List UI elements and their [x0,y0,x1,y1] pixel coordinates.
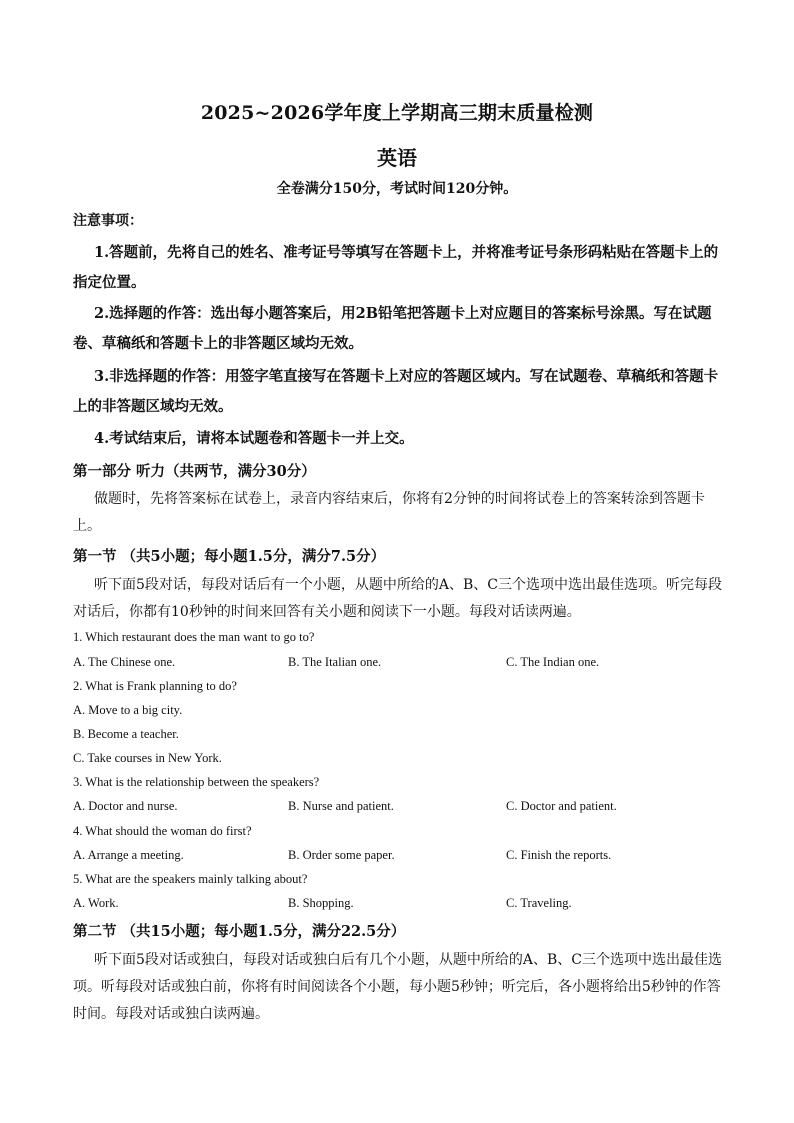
question-5-stem: 5. What are the speakers mainly talking about? [73,872,308,886]
section1-heading: 第一节 （共5小题；每小题1.5分，满分7.5分） [73,548,386,565]
question-1-option-c: C. The Indian one. [506,655,600,669]
score-info: 全卷满分150分，考试时间120分钟。 [276,181,518,197]
note-item-1: 1.答题前，先将自己的姓名、准考证号等填写在答题卡上，并将准考证号条形码粘贴在答题卡上的指定位置。 [73,244,719,291]
question-5-option-a: A. Work. [73,896,119,910]
question-1-option-a: A. The Chinese one. [73,655,176,669]
subject-title: 英语 [377,146,417,170]
note-item-2: 2.选择题的作答：选出每小题答案后，用2B铅笔把答题卡上对应题目的答案标号涂黑。写在试题卷、草稿纸和答题卡上的非答题区域均无效。 [73,305,712,352]
question-3-option-b: B. Nurse and patient. [288,799,394,813]
question-3-option-c: C. Doctor and patient. [506,799,617,813]
part1-heading: 第一部分 听力（共两节，满分30分） [73,463,316,480]
question-3-option-a: A. Doctor and nurse. [73,799,178,813]
note-item-4: 4.考试结束后，请将本试题卷和答题卡一并上交。 [94,430,414,447]
question-1-stem: 1. Which restaurant does the man want to go to? [73,630,315,644]
section1-instruction: 听下面5段对话，每段对话后有一个小题，从题中所给的A、B、C三个选项中选出最佳选项。听完每段对话后，你都有10秒钟的时间来回答有关小题和阅读下一小题。每段对话读两遍。 [73,577,723,620]
question-4-stem: 4. What should the woman do first? [73,824,252,838]
section2-instruction: 听下面5段对话或独白，每段对话或独白后有几个小题，从题中所给的A、B、C三个选项中选出最佳选项。听每段对话或独白前，你将有时间阅读各个小题，每小题5秒钟；听完后，各小题将给出5秒钟的作答时间。每段对话或独白读两遍。 [73,952,723,1022]
question-1-option-b: B. The Italian one. [288,655,382,669]
question-5-option-c: C. Traveling. [506,896,572,910]
part1-instruction: 做题时，先将答案标在试卷上，录音内容结束后，你将有2分钟的时间将试卷上的答案转涂到答题卡上。 [73,491,705,534]
question-2-option-c: C. Take courses in New York. [73,751,222,765]
notes-heading: 注意事项： [73,213,143,229]
exam-title: 2025~2026学年度上学期高三期末质量检测 [200,102,594,124]
section2-heading: 第二节 （共15小题；每小题1.5分，满分22.5分） [73,923,406,940]
question-4-option-c: C. Finish the reports. [506,848,612,862]
question-2-option-a: A. Move to a big city. [73,703,183,717]
question-3-stem: 3. What is the relationship between the speakers? [73,775,320,789]
note-item-3: 3.非选择题的作答：用签字笔直接写在答题卡上对应的答题区域内。写在试题卷、草稿纸和答题卡上的非答题区域均无效。 [73,368,719,415]
question-4-option-a: A. Arrange a meeting. [73,848,184,862]
question-2-stem: 2. What is Frank planning to do? [73,679,237,693]
question-2-option-b: B. Become a teacher. [73,727,179,741]
question-4-option-b: B. Order some paper. [288,848,395,862]
question-5-option-b: B. Shopping. [288,896,354,910]
